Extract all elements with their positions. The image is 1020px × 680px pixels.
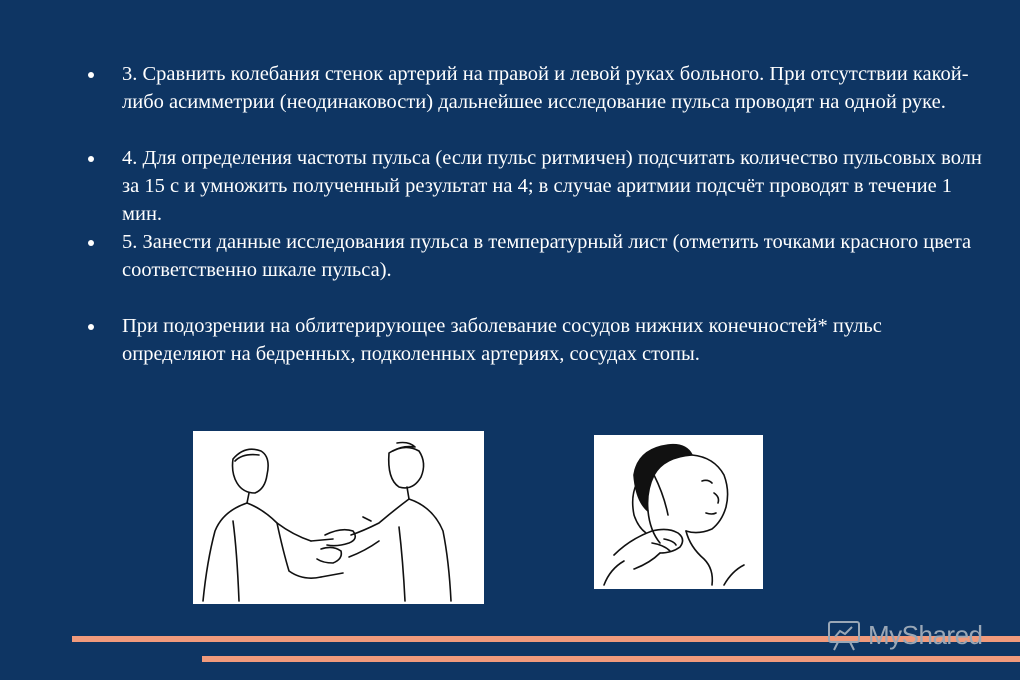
bullet-text: При подозрении на облитерирующее заболевание сосудов нижних конечностей* пульс определяют на бедренных, подколенных артериях, сосудах стопы.	[122, 315, 882, 365]
bullet-text: 3. Сравнить колебания стенок артерий на правой и левой руках больного. При отсутствии какой-либо асимметрии (неодинаковости) дальнейшее исследование пульса проводят на одной руке.	[122, 63, 969, 113]
bullet-text: 5. Занести данные исследования пульса в температурный лист (отметить точками красного цвета соответственно шкале пульса).	[122, 231, 972, 281]
illustration-pulse-both-arms	[193, 431, 484, 604]
chalkboard-icon	[826, 619, 862, 651]
bullet-item	[88, 228, 988, 284]
myshared-watermark	[826, 617, 998, 653]
decorative-stripe-bottom	[202, 656, 1020, 662]
bullet-dot	[88, 156, 94, 162]
illustration-carotid-pulse	[594, 435, 763, 589]
bullet-item	[88, 312, 988, 368]
bullet-dot	[88, 72, 94, 78]
bullet-item	[88, 60, 988, 116]
bullet-dot	[88, 240, 94, 246]
bullet-text: 4. Для определения частоты пульса (если пульс ритмичен) подсчитать количество пульсовых волн за 15 с и умножить полученный результат на 4; в случае аритмии подсчёт проводят в течение 1 мин.	[122, 147, 982, 225]
bullet-dot	[88, 324, 94, 330]
bullet-list	[88, 60, 988, 368]
bullet-item	[88, 144, 988, 228]
watermark-text: MyShared	[868, 619, 983, 650]
